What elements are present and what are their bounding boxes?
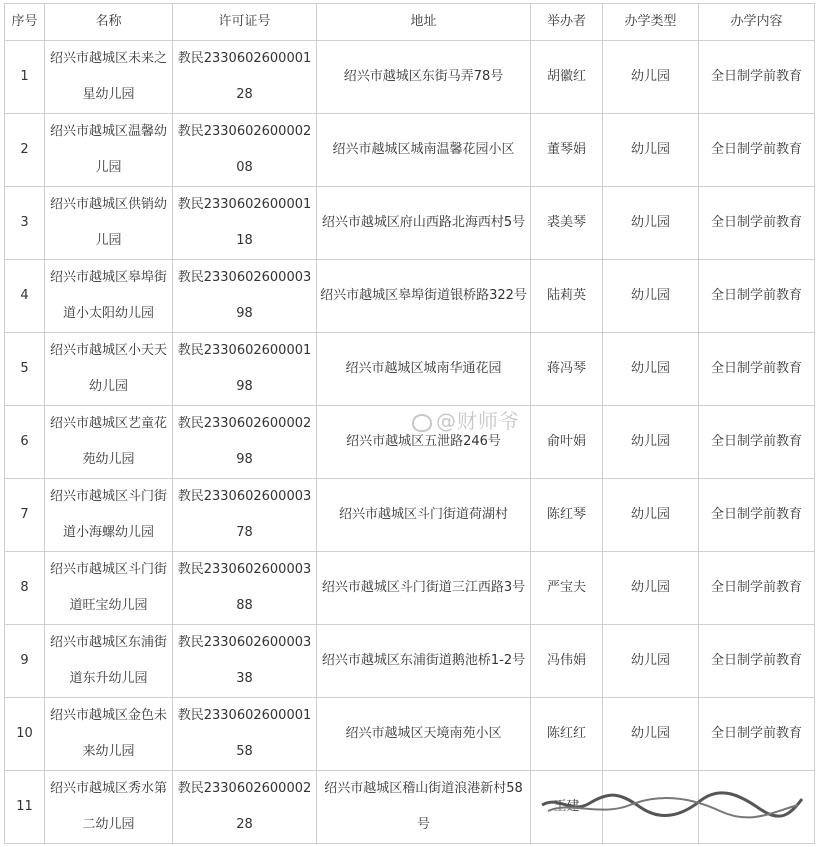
cell-name: 绍兴市越城区金色未来幼儿园 [45, 698, 173, 771]
cell-organizer: 俞叶娟 [531, 406, 603, 479]
cell-no: 3 [5, 187, 45, 260]
cell-organizer: 严宝夫 [531, 552, 603, 625]
cell-no: 11 [5, 771, 45, 844]
table-row [5, 260, 815, 333]
cell-address: 绍兴市越城区天境南苑小区 [317, 698, 531, 771]
cell-content: 全日制学前教育 [699, 114, 815, 187]
cell-type: 幼儿园 [603, 406, 699, 479]
cell-address: 绍兴市越城区五泄路246号 [317, 406, 531, 479]
cell-type: 幼儿园 [603, 41, 699, 114]
cell-no: 5 [5, 333, 45, 406]
cell-license: 教民233060260000158 [173, 698, 317, 771]
cell-no: 10 [5, 698, 45, 771]
cell-name: 绍兴市越城区供销幼儿园 [45, 187, 173, 260]
cell-content: 全日制学前教育 [699, 479, 815, 552]
cell-content: 全日制学前教育 [699, 698, 815, 771]
cell-no: 6 [5, 406, 45, 479]
cell-address: 绍兴市越城区斗门街道三江西路3号 [317, 552, 531, 625]
table-row [5, 333, 815, 406]
table-row [5, 698, 815, 771]
cell-no: 4 [5, 260, 45, 333]
cell-type: 幼儿园 [603, 187, 699, 260]
cell-license: 教民233060260000388 [173, 552, 317, 625]
cell-address: 绍兴市越城区皋埠街道银桥路322号 [317, 260, 531, 333]
cell-license: 教民233060260000298 [173, 406, 317, 479]
cell-type: 幼儿园 [603, 625, 699, 698]
cell-content: 全日制学前教育 [699, 260, 815, 333]
table-row [5, 41, 815, 114]
kindergarten-table [4, 3, 815, 844]
cell-type: 幼儿园 [603, 479, 699, 552]
header-license: 许可证号 [173, 4, 317, 41]
cell-content: 全日制学前教育 [699, 187, 815, 260]
cell-no: 1 [5, 41, 45, 114]
header-name: 名称 [45, 4, 173, 41]
cell-content: 全日制学前教育 [699, 41, 815, 114]
cell-address: 绍兴市越城区府山西路北海西村5号 [317, 187, 531, 260]
header-organizer: 举办者 [531, 4, 603, 41]
table-row [5, 625, 815, 698]
header-content: 办学内容 [699, 4, 815, 41]
cell-address: 绍兴市越城区稽山街道浪港新村58号 [317, 771, 531, 844]
table-row [5, 771, 815, 844]
cell-address: 绍兴市越城区斗门街道荷湖村 [317, 479, 531, 552]
cell-name: 绍兴市越城区艺童花苑幼儿园 [45, 406, 173, 479]
cell-organizer: 王建 [531, 771, 603, 844]
table-row [5, 187, 815, 260]
cell-name: 绍兴市越城区皋埠街道小太阳幼儿园 [45, 260, 173, 333]
cell-organizer: 董琴娟 [531, 114, 603, 187]
cell-license: 教民233060260000338 [173, 625, 317, 698]
cell-name: 绍兴市越城区斗门街道小海螺幼儿园 [45, 479, 173, 552]
table-row [5, 114, 815, 187]
cell-organizer: 陆莉英 [531, 260, 603, 333]
cell-type: 幼儿园 [603, 698, 699, 771]
header-address: 地址 [317, 4, 531, 41]
cell-license: 教民233060260000208 [173, 114, 317, 187]
table-row [5, 479, 815, 552]
cell-organizer: 胡徽红 [531, 41, 603, 114]
cell-license: 教民233060260000128 [173, 41, 317, 114]
cell-address: 绍兴市越城区城南温馨花园小区 [317, 114, 531, 187]
table-row [5, 406, 815, 479]
cell-content [699, 771, 815, 844]
cell-license: 教民233060260000198 [173, 333, 317, 406]
header-no: 序号 [5, 4, 45, 41]
cell-organizer: 陈红红 [531, 698, 603, 771]
cell-license: 教民233060260000228 [173, 771, 317, 844]
cell-type [603, 771, 699, 844]
table-header-row [5, 4, 815, 41]
watermark-text: @财师爷 [436, 409, 520, 433]
cell-organizer: 冯伟娟 [531, 625, 603, 698]
cell-no: 8 [5, 552, 45, 625]
cell-name: 绍兴市越城区斗门街道旺宝幼儿园 [45, 552, 173, 625]
cell-no: 2 [5, 114, 45, 187]
table-row [5, 552, 815, 625]
cell-license: 教民233060260000378 [173, 479, 317, 552]
cell-no: 7 [5, 479, 45, 552]
cell-type: 幼儿园 [603, 333, 699, 406]
cell-content: 全日制学前教育 [699, 333, 815, 406]
cell-type: 幼儿园 [603, 114, 699, 187]
cell-name: 绍兴市越城区小天天幼儿园 [45, 333, 173, 406]
header-type: 办学类型 [603, 4, 699, 41]
cell-name: 绍兴市越城区秀水第二幼儿园 [45, 771, 173, 844]
cell-organizer: 蒋冯琴 [531, 333, 603, 406]
cell-type: 幼儿园 [603, 260, 699, 333]
cell-organizer: 裘美琴 [531, 187, 603, 260]
cell-name: 绍兴市越城区东浦街道东升幼儿园 [45, 625, 173, 698]
cell-content: 全日制学前教育 [699, 406, 815, 479]
cell-license: 教民233060260000398 [173, 260, 317, 333]
cell-organizer: 陈红琴 [531, 479, 603, 552]
cell-content: 全日制学前教育 [699, 625, 815, 698]
cell-no: 9 [5, 625, 45, 698]
cell-type: 幼儿园 [603, 552, 699, 625]
cell-address: 绍兴市越城区城南华通花园 [317, 333, 531, 406]
cell-content: 全日制学前教育 [699, 552, 815, 625]
cell-address: 绍兴市越城区东浦街道鹅池桥1-2号 [317, 625, 531, 698]
cell-name: 绍兴市越城区未来之星幼儿园 [45, 41, 173, 114]
cell-address: 绍兴市越城区东街马弄78号 [317, 41, 531, 114]
cell-name: 绍兴市越城区温馨幼儿园 [45, 114, 173, 187]
cell-license: 教民233060260000118 [173, 187, 317, 260]
